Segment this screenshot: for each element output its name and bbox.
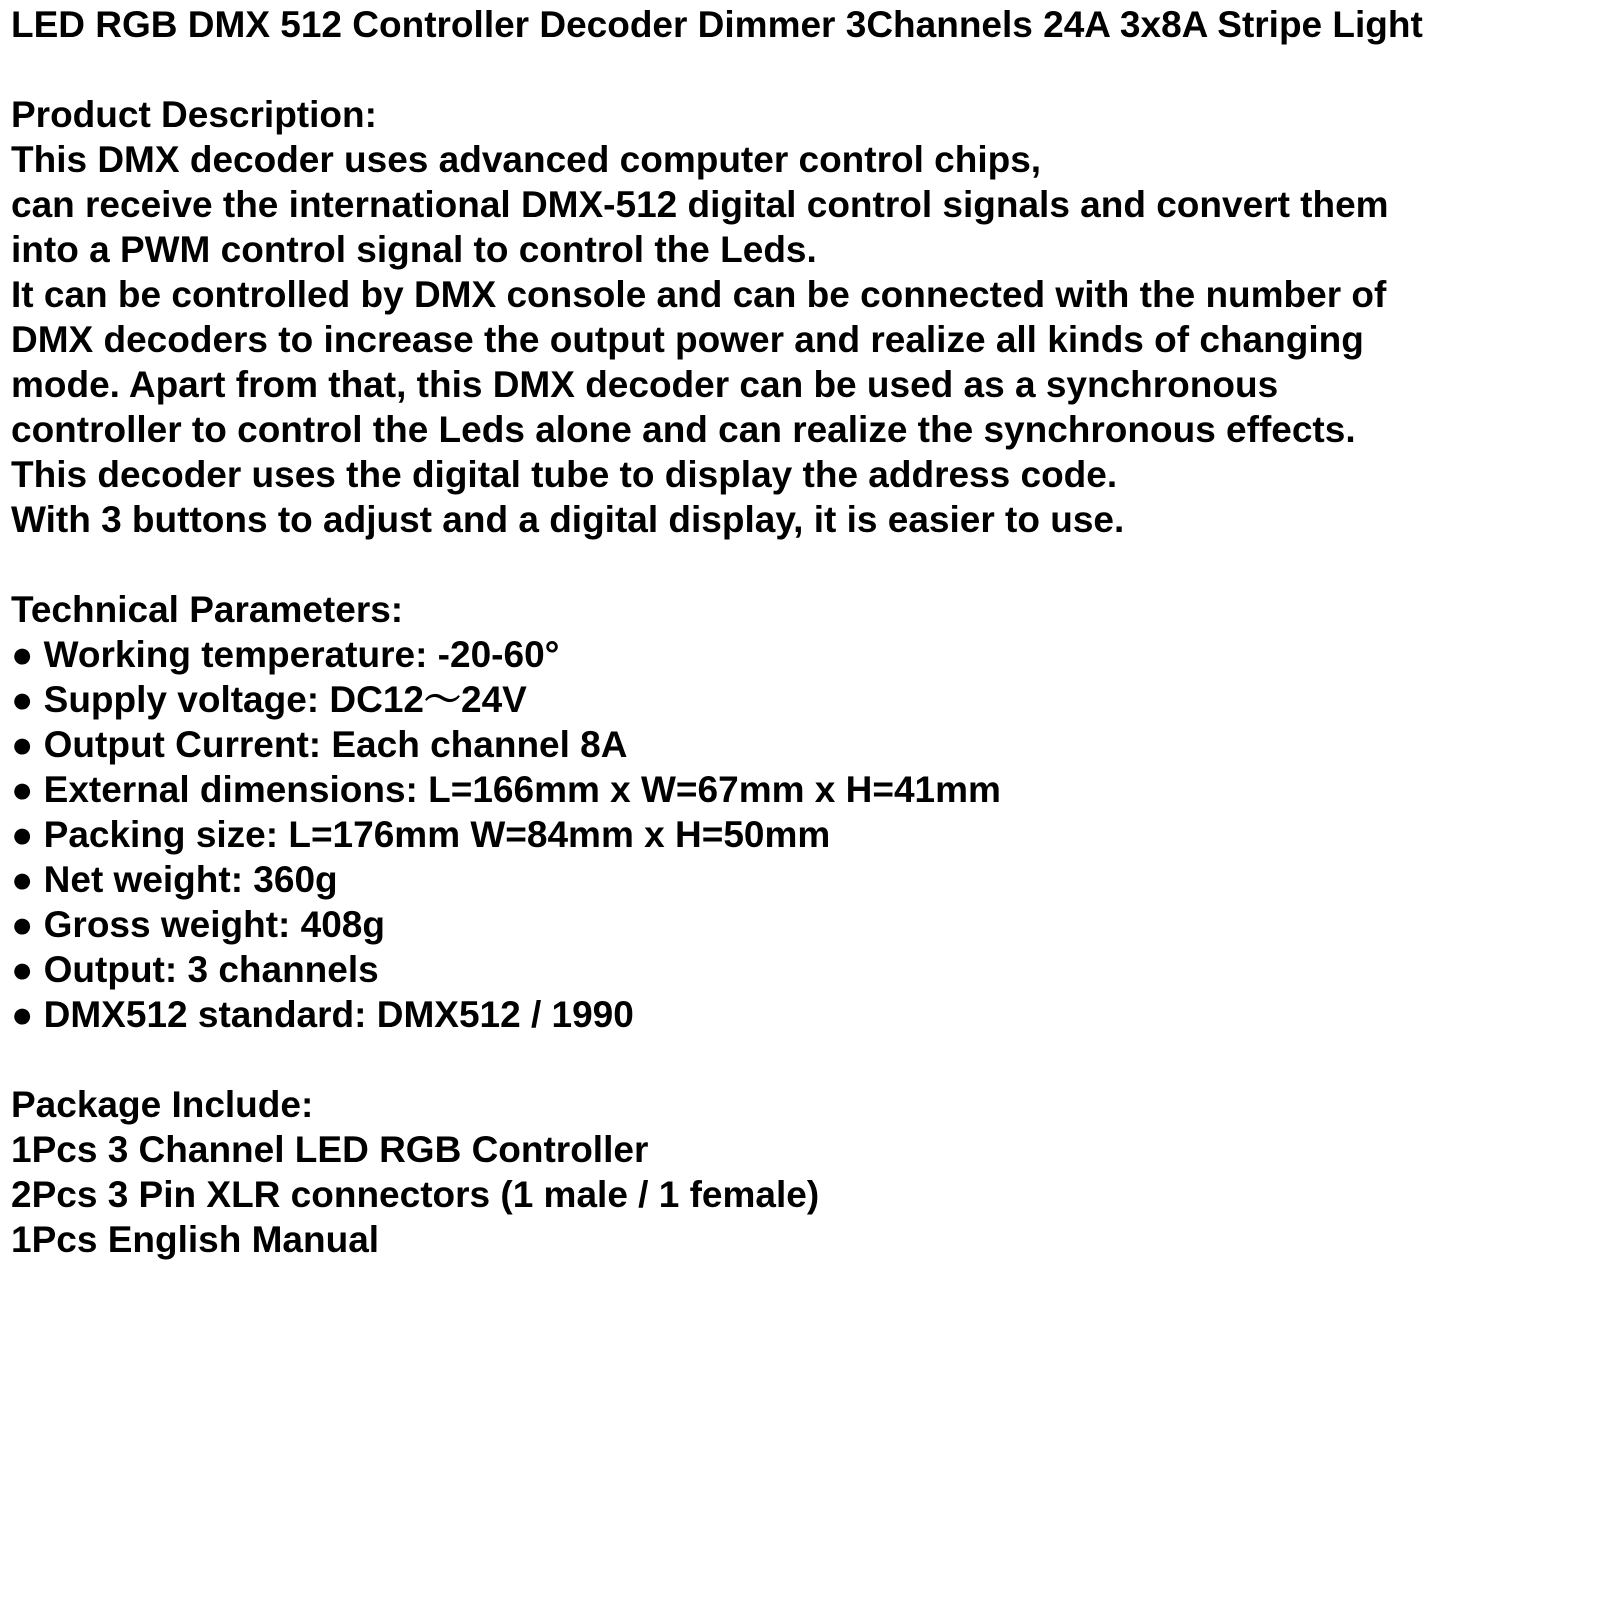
bullet-icon: ●	[11, 679, 34, 720]
spec-text: Gross weight: 408g	[43, 904, 385, 945]
description-line: DMX decoders to increase the output power and realize all kinds of changing	[11, 319, 1364, 360]
spec-text: Output: 3 channels	[43, 949, 379, 990]
description-line: into a PWM control signal to control the Leds.	[11, 229, 817, 270]
description-heading: Product Description:	[11, 94, 377, 135]
description-line: It can be controlled by DMX console and can be connected with the number of	[11, 274, 1387, 315]
package-item: 1Pcs English Manual	[11, 1219, 380, 1260]
technical-heading: Technical Parameters:	[11, 589, 404, 630]
spec-item	[11, 677, 1591, 722]
page-title: LED RGB DMX 512 Controller Decoder Dimmer 3Channels 24A 3x8A Stripe Light	[11, 4, 1423, 45]
description-line: controller to control the Leds alone and can realize the synchronous effects.	[11, 409, 1356, 450]
bullet-icon: ●	[11, 724, 34, 765]
bullet-icon: ●	[11, 814, 34, 855]
spec-item	[11, 767, 1591, 812]
bullet-icon: ●	[11, 769, 34, 810]
package-item: 1Pcs 3 Channel LED RGB Controller	[11, 1129, 649, 1170]
spec-text: External dimensions: L=166mm x W=67mm x H=41mm	[43, 769, 1001, 810]
bullet-icon: ●	[11, 634, 34, 675]
spec-item	[11, 947, 1591, 992]
bullet-icon: ●	[11, 949, 34, 990]
spec-text: Working temperature: -20-60°	[43, 634, 560, 675]
spacer	[11, 1037, 1591, 1082]
description-line: With 3 buttons to adjust and a digital display, it is easier to use.	[11, 499, 1125, 540]
spec-item	[11, 857, 1591, 902]
spec-text: DMX512 standard: DMX512 / 1990	[43, 994, 634, 1035]
spec-text: Net weight: 360g	[43, 859, 338, 900]
bullet-icon: ●	[11, 904, 34, 945]
spec-item	[11, 812, 1591, 857]
spec-text: Output Current: Each channel 8A	[43, 724, 628, 765]
package-item: 2Pcs 3 Pin XLR connectors (1 male / 1 female)	[11, 1174, 820, 1215]
description-line: mode. Apart from that, this DMX decoder can be used as a synchronous	[11, 364, 1279, 405]
description-line: can receive the international DMX-512 digital control signals and convert them	[11, 184, 1389, 225]
spec-item	[11, 902, 1591, 947]
spec-text: Supply voltage: DC12～24V	[43, 679, 527, 720]
bullet-icon: ●	[11, 859, 34, 900]
description-line: This DMX decoder uses advanced computer control chips,	[11, 139, 1042, 180]
spacer	[11, 47, 1591, 92]
package-heading: Package Include:	[11, 1084, 314, 1125]
spec-text: Packing size: L=176mm W=84mm x H=50mm	[43, 814, 831, 855]
spec-item	[11, 722, 1591, 767]
bullet-icon: ●	[11, 994, 34, 1035]
spec-item	[11, 992, 1591, 1037]
spec-item	[11, 632, 1591, 677]
product-document	[11, 2, 1591, 1262]
description-line: This decoder uses the digital tube to display the address code.	[11, 454, 1118, 495]
spacer	[11, 542, 1591, 587]
